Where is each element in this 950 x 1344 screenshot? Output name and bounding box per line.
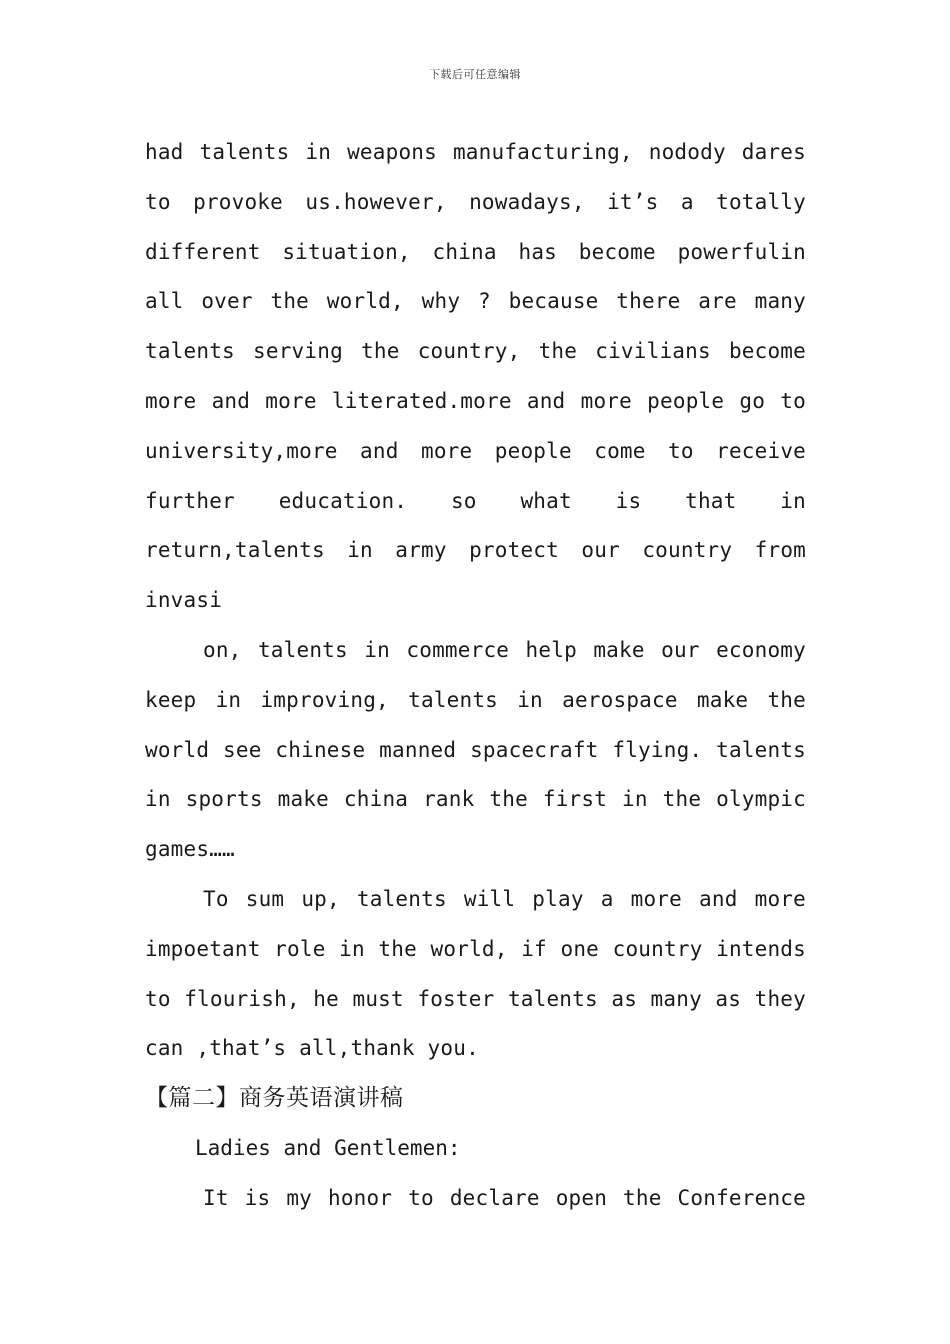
paragraph-conference-opening: It is my honor to declare open the Conference — [203, 1185, 806, 1210]
header-note: 下载后可任意编辑 — [429, 68, 521, 81]
paragraph-talents-fields: on, talents in commerce help make our economy keep in improving, talents in aerospace make the world see chinese manned spacecraft flying. talents in sports make china rank the first in the olympic games…… — [145, 637, 806, 862]
salutation: Ladies and Gentlemen: — [195, 1135, 461, 1160]
paragraph-conclusion: To sum up, talents will play a more and more impoetant role in the world, if one country intends to flourish, he must foster talents as many as they can ,that’s all,thank you. — [145, 886, 806, 1061]
paragraph-talents-history: had talents in weapons manufacturing, nodody dares to provoke us.however, nowadays, it’s a totally different situation, china has become powerfulin all over the world, why ? because there are many talents serving the country, the civilians become more and more literated.more and more people go to university,more and more people come to receive further education. so what is that in return,talents in army protect our country from invasi — [145, 140, 806, 613]
document-body — [145, 128, 806, 1224]
section-heading: 【篇二】商务英语演讲稿 — [145, 1085, 404, 1112]
